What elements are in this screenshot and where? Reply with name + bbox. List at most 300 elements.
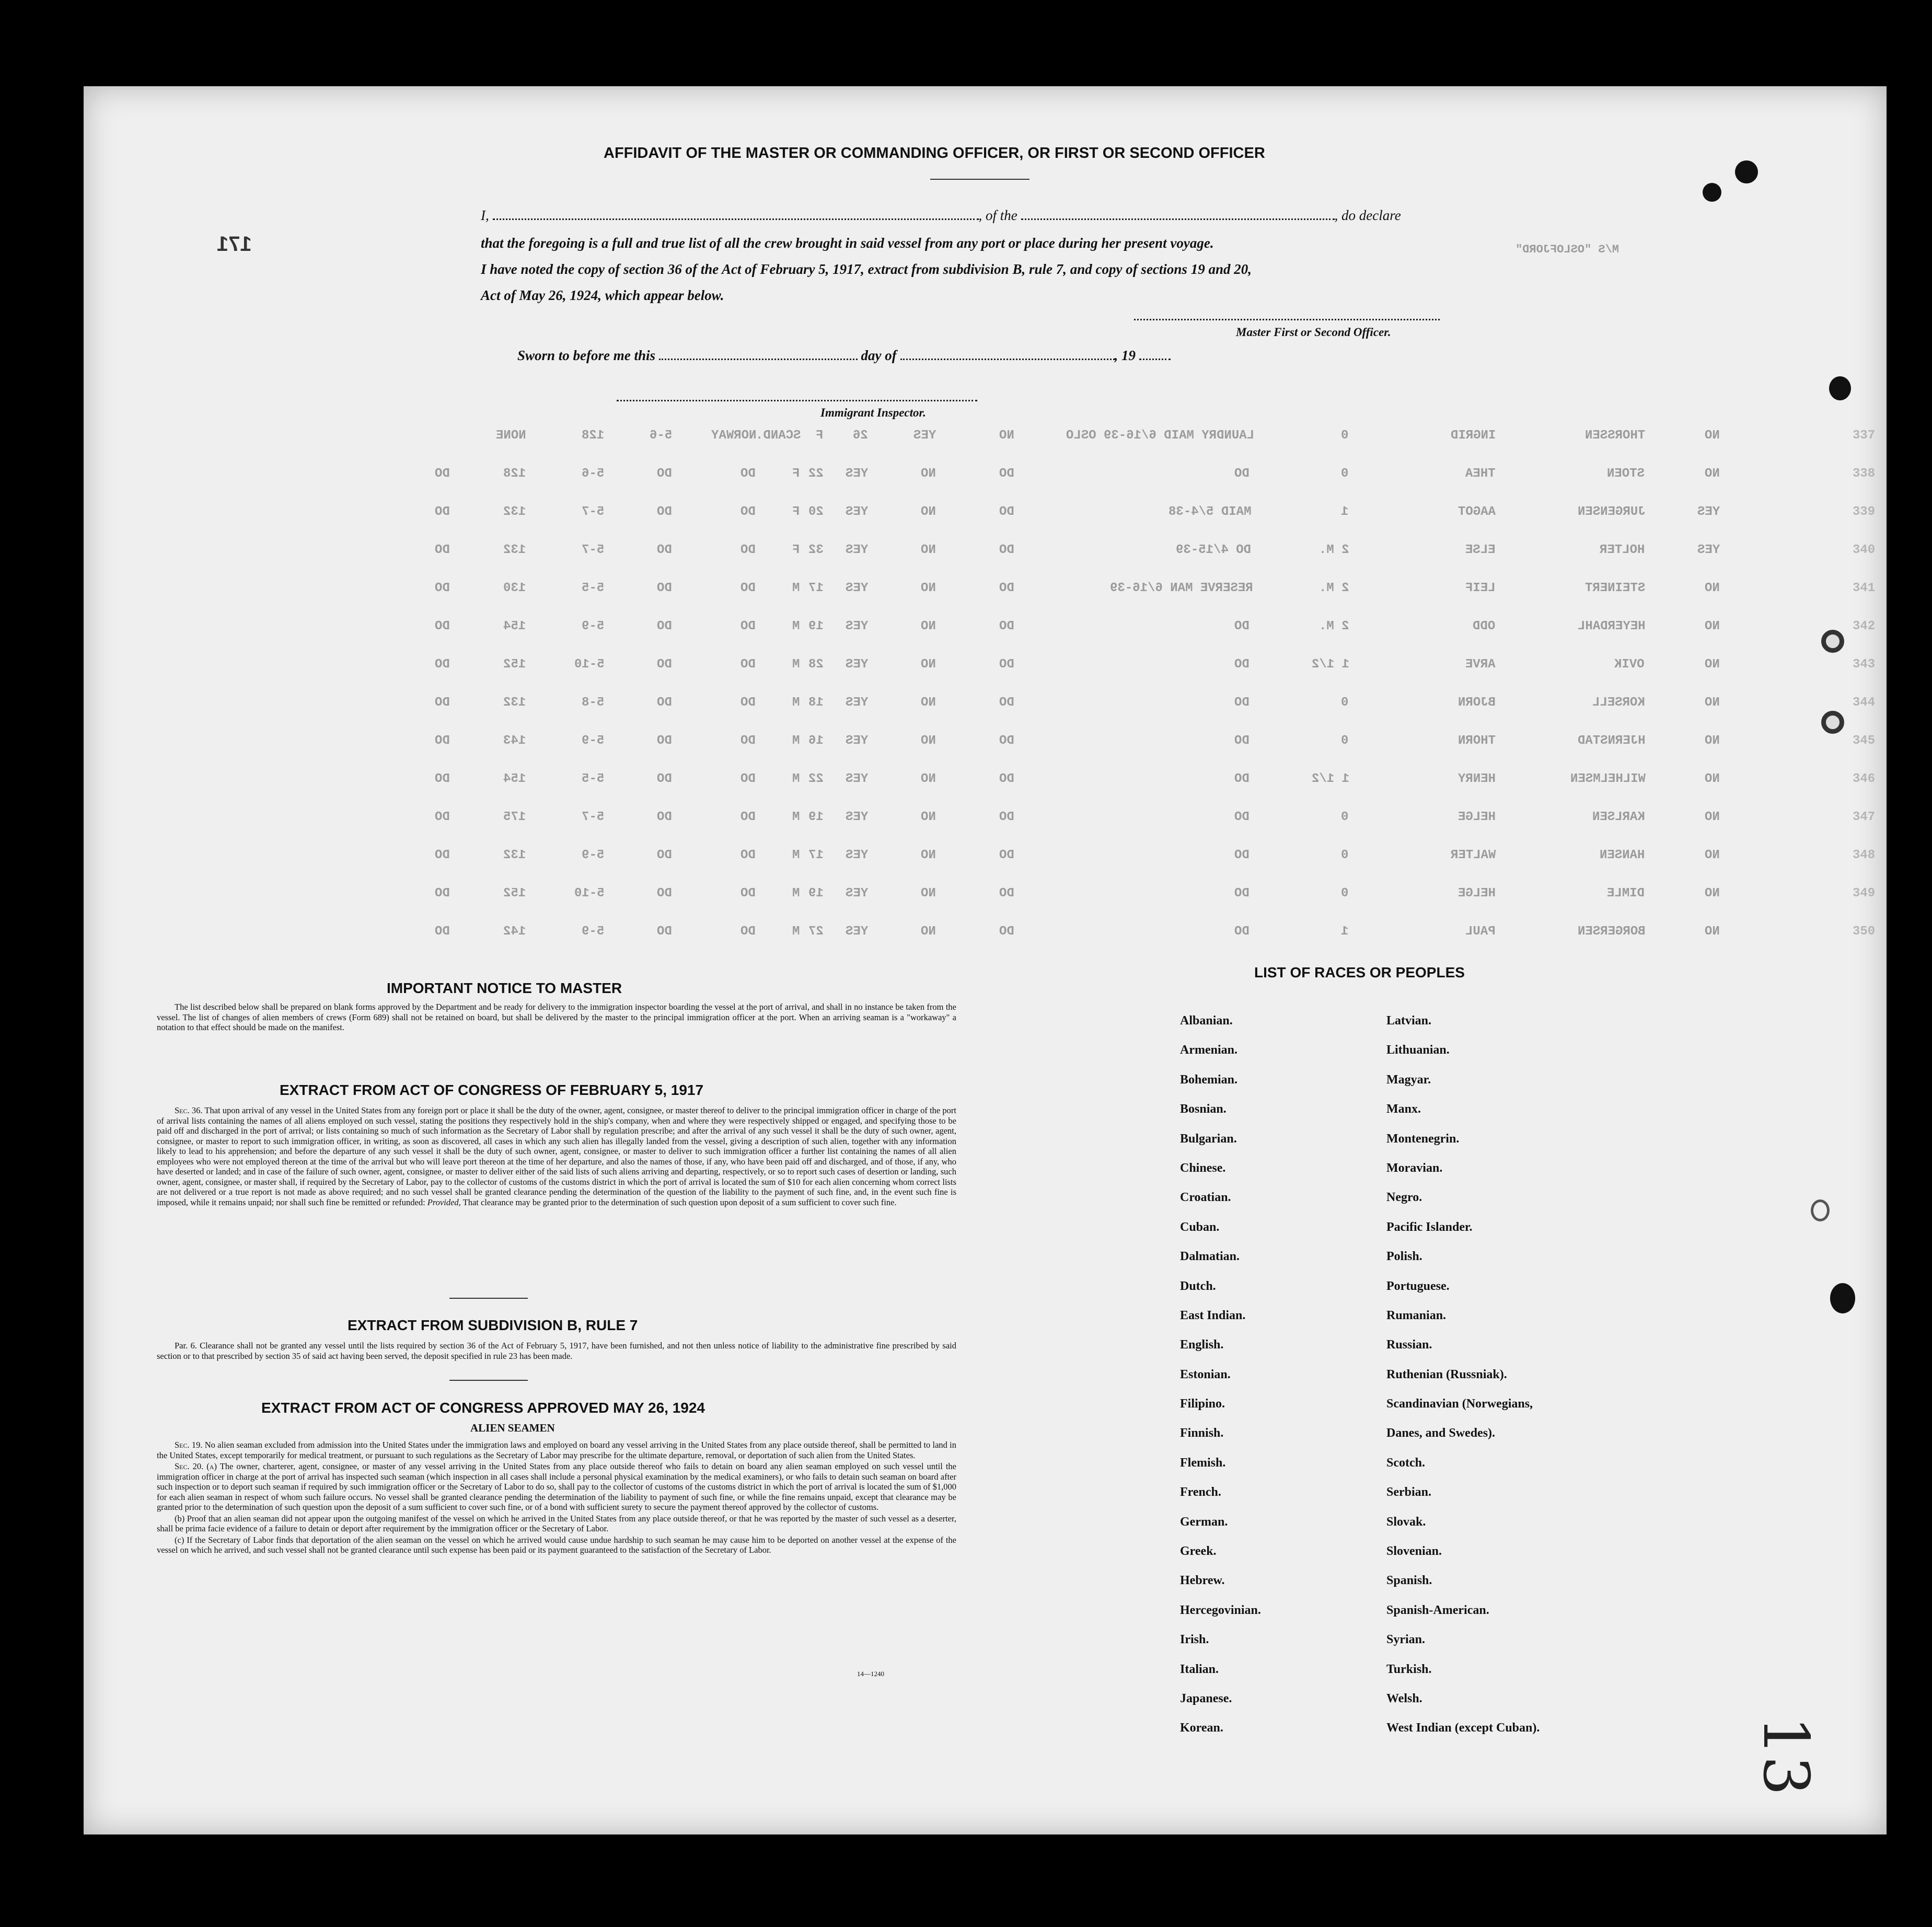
bleed-cell: DO: [1234, 886, 1250, 901]
bleed-cell: DO: [435, 772, 450, 786]
race-item: Latvian.: [1386, 1014, 1432, 1028]
bleed-cell: HELGE: [1458, 810, 1496, 824]
punch-hole: [1830, 1283, 1855, 1313]
bleed-cell: F: [792, 543, 800, 557]
bleed-cell: 22: [808, 467, 824, 481]
bleed-cell: YES: [846, 543, 869, 557]
bleed-cell: YES: [846, 810, 869, 824]
bleed-cell: DO: [657, 467, 672, 481]
bleed-cell: NO: [1705, 467, 1720, 481]
race-item: Greek.: [1180, 1544, 1217, 1559]
extract-rule7-text: [157, 1341, 956, 1362]
affidavit-line-3: I have noted the copy of section 36 of the Act of February 5, 1917, extract from subdivision B, rule 7, and copy of sections 19 and 20,: [481, 261, 1252, 277]
race-item: Danes, and Swedes).: [1386, 1426, 1496, 1440]
bleed-cell: 19: [808, 886, 824, 901]
bleed-cell: HEYERDAHL: [1578, 619, 1646, 633]
bleed-cell: M: [792, 925, 800, 939]
bleed-cell: F: [816, 429, 824, 443]
bleed-cell: F: [792, 505, 800, 519]
bleed-cell: M: [792, 696, 800, 710]
bleed-cell: 0: [1341, 429, 1349, 443]
bleed-cell: 5-5: [582, 581, 605, 595]
race-item: Bosnian.: [1180, 1102, 1227, 1116]
bleed-cell: 0: [1341, 810, 1349, 824]
document-sheet: [84, 86, 1887, 1834]
sec36-label: Sec. 36.: [175, 1105, 203, 1115]
bleed-cell: 19: [808, 810, 824, 824]
race-item: Slovenian.: [1386, 1544, 1442, 1559]
sworn-label: Sworn to before me this: [517, 348, 656, 363]
affidavit-declaration-line: [481, 207, 1401, 224]
bleed-cell: M: [792, 886, 800, 901]
bleed-cell: 1 1/2: [1312, 772, 1350, 786]
race-item: West Indian (except Cuban).: [1386, 1721, 1540, 1735]
bleed-cell: 152: [503, 657, 526, 672]
race-item: Negro.: [1386, 1191, 1422, 1205]
bleed-cell: YES: [846, 581, 869, 595]
bleed-cell: DO: [435, 696, 450, 710]
bleed-cell: 19: [808, 619, 824, 633]
bleed-cell: ARVE: [1465, 657, 1496, 672]
race-item: Pacific Islander.: [1386, 1220, 1473, 1234]
bleed-cell: DO 4/15-39: [1176, 543, 1252, 557]
bleed-cell: DO: [741, 505, 756, 519]
bleed-cell: DO: [999, 886, 1014, 901]
bleed-cell: STOEN: [1607, 467, 1645, 481]
bleed-cell: NO: [921, 619, 936, 633]
bleed-cell: 5-6: [582, 467, 605, 481]
bleed-cell: DO: [657, 657, 672, 672]
bleed-cell: DO: [435, 886, 450, 901]
bleed-cell: DO: [435, 848, 450, 862]
bleed-cell: DO: [657, 886, 672, 901]
notice-text: [157, 1002, 956, 1034]
race-item: Turkish.: [1386, 1662, 1432, 1676]
bleed-cell: 18: [808, 696, 824, 710]
bleed-cell: JURGENSEN: [1578, 505, 1646, 519]
master-signature-blank[interactable]: [1134, 319, 1440, 320]
bleed-cell: DO: [435, 505, 450, 519]
bleed-cell: 5-9: [582, 848, 605, 862]
bleed-cell: 346: [1853, 772, 1876, 786]
bleed-cell: DO: [741, 619, 756, 633]
bleed-cell: 5-10: [574, 886, 605, 901]
bleed-cell: DO: [657, 505, 672, 519]
bleed-vessel-name: M/S "OSLOFJORD": [1515, 243, 1619, 256]
bleed-cell: DO: [657, 543, 672, 557]
bleed-cell: DO: [1234, 467, 1250, 481]
race-item: Manx.: [1386, 1102, 1421, 1116]
affidavit-title-rule: [930, 179, 1029, 180]
bleed-cell: YES: [846, 848, 869, 862]
vessel-blank[interactable]: [1021, 218, 1335, 220]
bleed-cell: M: [792, 581, 800, 595]
declaration-do-declare: , do declare: [1334, 207, 1401, 223]
race-item: Spanish-American.: [1386, 1603, 1489, 1617]
race-item: Bulgarian.: [1180, 1132, 1237, 1146]
bleed-cell: M: [792, 772, 800, 786]
bleed-cell: 2 M.: [1319, 581, 1349, 595]
inspector-signature-label: Immigrant Inspector.: [820, 406, 926, 419]
bleed-cell: DO: [741, 696, 756, 710]
race-item: Hercegovinian.: [1180, 1603, 1261, 1617]
handwritten-corner-mark: 13: [1749, 1716, 1822, 1796]
bleed-cell: DO: [657, 772, 672, 786]
bleed-cell: 27: [808, 925, 824, 939]
bleed-cell: DO: [999, 505, 1014, 519]
bleed-cell: 5-7: [582, 810, 605, 824]
bleed-cell: YES: [846, 696, 869, 710]
declaration-of-the: , of the: [978, 207, 1017, 223]
bleed-cell: 28: [808, 657, 824, 672]
sworn-year-blank[interactable]: [1139, 359, 1171, 360]
bleed-cell: 1 1/2: [1312, 657, 1350, 672]
bleed-cell: 337: [1853, 429, 1876, 443]
bleed-cell: DO: [741, 886, 756, 901]
race-item: Albanian.: [1180, 1014, 1233, 1028]
bleed-cell: DO: [741, 657, 756, 672]
notice-title: IMPORTANT NOTICE TO MASTER: [387, 980, 622, 996]
bleed-cell: DIMLE: [1607, 886, 1645, 901]
bleed-cell: KORSELL: [1592, 696, 1645, 710]
bleed-cell: 5-7: [582, 543, 605, 557]
bleed-cell: NO: [1705, 772, 1720, 786]
bleed-cell: 5-5: [582, 772, 605, 786]
bleed-cell: KARLSEN: [1592, 810, 1645, 824]
bleed-cell: DO: [999, 925, 1014, 939]
bleed-cell: NO: [921, 467, 936, 481]
race-item: Chinese.: [1180, 1161, 1226, 1175]
bleed-cell: 128: [503, 467, 526, 481]
bleed-cell: YES: [846, 657, 869, 672]
race-item: French.: [1180, 1485, 1221, 1499]
race-item: Irish.: [1180, 1633, 1209, 1647]
bleed-cell: NO: [921, 657, 936, 672]
bleed-cell: LAUNDRY MAID 6/16-39 OSLO: [1066, 429, 1255, 443]
bleed-cell: 0: [1341, 886, 1349, 901]
punch-hole: [1821, 711, 1844, 734]
bleed-cell: DO: [741, 581, 756, 595]
bleed-cell: DO: [657, 734, 672, 748]
bleed-cell: NO: [1705, 581, 1720, 595]
bleed-cell: YES: [913, 429, 936, 443]
bleed-cell: M: [792, 848, 800, 862]
bleed-cell: 5-9: [582, 925, 605, 939]
sec20c-text: If the Secretary of Labor finds that deportation of the alien seaman on the vessel on which he arrived would cause undue hardship to such seaman he may cause him to be deported on another vessel at the expense of the vessel on which he arrived, and such vessel shall not be granted clearance until such expense has been paid or its payment guaranteed to the satisfaction of the Secretary of Labor.: [157, 1534, 956, 1555]
bleed-cell: BJORN: [1458, 696, 1496, 710]
affidavit-title: AFFIDAVIT OF THE MASTER OR COMMANDING OFFICER, OR FIRST OR SECOND OFFICER: [604, 145, 1265, 161]
bleed-cell: DO: [435, 734, 450, 748]
punch-hole: [1829, 376, 1851, 400]
race-item: Armenian.: [1180, 1043, 1237, 1057]
bleed-cell: NO: [921, 886, 936, 901]
bleed-cell: NORWAY: [711, 429, 757, 443]
affidavit-line-2: that the foregoing is a full and true list of all the crew brought in said vessel from any port or place during her present voyage.: [481, 235, 1214, 251]
bleed-cell: 2 M.: [1319, 619, 1349, 633]
races-title: LIST OF RACES OR PEOPLES: [1254, 964, 1465, 980]
bleed-cell: 349: [1853, 886, 1876, 901]
bleed-cell: NO: [921, 772, 936, 786]
bleed-cell: 0: [1341, 848, 1349, 862]
bleed-cell: DO: [1234, 848, 1250, 862]
race-item: Cuban.: [1180, 1220, 1220, 1234]
bleed-cell: THORN: [1458, 734, 1496, 748]
bleed-cell: 343: [1853, 657, 1876, 672]
bleed-cell: 142: [503, 925, 526, 939]
bleed-cell: DO: [999, 619, 1014, 633]
bleed-cell: DO: [741, 772, 756, 786]
bleed-cell: NO: [921, 581, 936, 595]
race-item: German.: [1180, 1515, 1228, 1529]
race-item: Estonian.: [1180, 1367, 1231, 1381]
race-item: Japanese.: [1180, 1691, 1232, 1705]
bleed-cell: HELGE: [1458, 886, 1496, 901]
bleed-cell: YES: [846, 886, 869, 901]
bleed-cell: 5-10: [574, 657, 605, 672]
sec20a-text: The owner, charterer, agent, consignee, or master of any vessel arriving in the United States from any place outside thereof who fails to detain on board any alien seaman employed on such vessel until the immigration officer in charge at the port of arrival has inspected such seaman (which inspection in all cases shall include a personal physical examination by the medical examiners), or who fails to detain such seaman on board after such inspection or to deport such seaman if required by such immigration officer or the Secretary of Labor to do so, shall pay to the collector of customs of the customs district in which the port of arrival is located the sum of $1,000 for each alien seaman in respect of whom such failure occurs. No vessel shall be granted clearance pending the determination of the liability to payment of such fine, or while the fine remains unpaid, except that clearance may be granted prior to the determination of such question upon the deposit of a sum sufficient to cover such fine, or of a bond with sufficient surety to secure the payment thereof approved by the collector of customs.: [157, 1461, 957, 1512]
bleed-cell: DO: [999, 696, 1014, 710]
race-item: Scandinavian (Norwegians,: [1386, 1397, 1533, 1411]
bleed-cell: ODD: [1473, 619, 1496, 633]
bleed-cell: 341: [1853, 581, 1876, 595]
sec20a-label: Sec. 20. (a): [175, 1461, 217, 1471]
name-blank[interactable]: [493, 218, 979, 220]
bleed-cell: HOLTER: [1600, 543, 1645, 557]
bleed-cell: 5-8: [582, 696, 605, 710]
handwritten-page-number: 171: [217, 233, 252, 256]
punch-hole: [1703, 183, 1721, 202]
bleed-cell: 143: [503, 734, 526, 748]
notice-paragraph: The list described below shall be prepared on blank forms approved by the Department and be ready for delivery to the immigration inspector boarding the vessel at the port of arrival, and shall in no instance be taken from the vessel. The list of changes of alien members of crews (Form 689) shall not be retained on board, but shall be delivered by the master to the principal immigration officer at the port. When an arriving seaman is a "workaway" a notation to that effect should be made on the manifest.: [157, 1002, 956, 1032]
bleed-cell: 154: [503, 619, 526, 633]
bleed-cell: DO: [435, 810, 450, 824]
bleed-cell: NO: [921, 543, 936, 557]
bleed-cell: NONE: [496, 429, 526, 443]
bleed-cell: 1: [1341, 505, 1349, 519]
bleed-cell: DO: [657, 810, 672, 824]
bleed-cell: 175: [503, 810, 526, 824]
bleed-cell: NO: [1705, 925, 1720, 939]
sworn-line: [517, 348, 1171, 364]
bleed-cell: AAGOT: [1458, 505, 1496, 519]
race-item: Slovak.: [1386, 1515, 1426, 1529]
bleed-cell: YES: [1697, 543, 1720, 557]
sec19-text: No alien seaman excluded from admission into the United States under the immigration laws and employed on board any vessel arriving in the United States from any place outside thereof, shall be permitted to land in the United States, except temporarily for medical treatment, or pursuant to such regulations as the Secretary of Labor may prescribe for the ultimate departure, removal, or deportation of such alien from the United States.: [157, 1440, 957, 1460]
bleed-cell: 0: [1341, 734, 1349, 748]
bleed-cell: DO: [741, 810, 756, 824]
bleed-cell: 128: [582, 429, 605, 443]
race-item: Filipino.: [1180, 1397, 1225, 1411]
bleed-cell: 152: [503, 886, 526, 901]
bleed-cell: 0: [1341, 467, 1349, 481]
bleed-cell: 132: [503, 848, 526, 862]
race-item: Serbian.: [1386, 1485, 1432, 1499]
bleed-cell: 132: [503, 505, 526, 519]
bleed-cell: 342: [1853, 619, 1876, 633]
bleed-cell: 132: [503, 696, 526, 710]
bleed-cell: 345: [1853, 734, 1876, 748]
bleed-cell: HENRY: [1458, 772, 1496, 786]
bleed-cell: 17: [808, 848, 824, 862]
sec20b-label: (b): [175, 1513, 185, 1524]
bleed-cell: M: [792, 810, 800, 824]
bleed-cell: DO: [435, 619, 450, 633]
bleed-cell: RESERVE MAN 6/16-39: [1110, 581, 1253, 595]
race-item: Russian.: [1386, 1338, 1432, 1352]
race-item: Welsh.: [1386, 1691, 1422, 1705]
bleed-cell: 347: [1853, 810, 1876, 824]
bleed-cell: 5-9: [582, 619, 605, 633]
race-item: Flemish.: [1180, 1456, 1226, 1470]
bleed-cell: 350: [1853, 925, 1876, 939]
bleed-cell: NO: [1705, 848, 1720, 862]
proviso-text: That clearance may be granted prior to the determination of such question upon deposit of a sum sufficient to cover such fine.: [462, 1197, 897, 1207]
bleed-cell: 338: [1853, 467, 1876, 481]
bleed-cell: NO: [1705, 429, 1720, 443]
race-item: East Indian.: [1180, 1308, 1246, 1322]
bleed-cell: DO: [999, 772, 1014, 786]
race-item: Rumanian.: [1386, 1308, 1447, 1322]
bleed-cell: DO: [741, 543, 756, 557]
bleed-cell: SCAND.: [756, 429, 801, 443]
extract-1924-title: EXTRACT FROM ACT OF CONGRESS APPROVED MAY 26, 1924: [261, 1400, 705, 1416]
bleed-cell: YES: [846, 505, 869, 519]
bleed-cell: DO: [999, 657, 1014, 672]
bleed-cell: 5-6: [650, 429, 673, 443]
master-signature-label: Master First or Second Officer.: [1236, 326, 1391, 339]
bleed-cell: DO: [1234, 696, 1250, 710]
bleed-cell: 1: [1341, 925, 1349, 939]
bleed-cell: DO: [1234, 925, 1250, 939]
bleed-cell: 22: [808, 772, 824, 786]
race-item: Croatian.: [1180, 1191, 1231, 1205]
extract-1924-text: [157, 1440, 956, 1556]
race-item: Lithuanian.: [1386, 1043, 1450, 1057]
sec20c-label: (c): [175, 1534, 184, 1545]
bleed-cell: LEIF: [1465, 581, 1496, 595]
sworn-month-blank[interactable]: [900, 359, 1115, 360]
punch-hole: [1811, 1199, 1830, 1221]
bleed-cell: DO: [1234, 657, 1250, 672]
bleed-cell: NO: [921, 810, 936, 824]
bleed-cell: M: [792, 657, 800, 672]
bleed-cell: 16: [808, 734, 824, 748]
bleed-cell: NO: [921, 734, 936, 748]
sec20b-text: Proof that an alien seaman did not appear upon the outgoing manifest of the vessel on which he arrived in the United States from any place outside thereof, or that he was reported by the master of such vessel as a deserter, shall be prima facie evidence of a failure to detain or deport after requirement by the immigration officer or the Secretary of Labor.: [157, 1513, 957, 1533]
sworn-day-blank[interactable]: [659, 359, 858, 360]
bleed-cell: STEINERT: [1585, 581, 1646, 595]
race-item: Montenegrin.: [1386, 1132, 1460, 1146]
bleed-cell: DO: [741, 848, 756, 862]
bleed-cell: M: [792, 734, 800, 748]
bleed-cell: INGRID: [1451, 429, 1496, 443]
bleed-cell: NO: [1705, 619, 1720, 633]
bleed-cell: OVIK: [1614, 657, 1645, 672]
proviso-label: Provided,: [427, 1197, 461, 1207]
bleed-cell: 17: [808, 581, 824, 595]
bleed-cell: HANSEN: [1600, 848, 1645, 862]
bleed-cell: DO: [435, 925, 450, 939]
bleed-cell: HJERNSTAD: [1578, 734, 1646, 748]
bleed-cell: YES: [846, 467, 869, 481]
bleed-cell: YES: [846, 734, 869, 748]
inspector-signature-blank[interactable]: [617, 400, 977, 401]
bleed-cell: NO: [1705, 734, 1720, 748]
bleed-cell: DO: [435, 467, 450, 481]
bleed-cell: DO: [999, 848, 1014, 862]
bleed-cell: DO: [657, 925, 672, 939]
bleed-cell: 5-7: [582, 505, 605, 519]
bleed-cell: 154: [503, 772, 526, 786]
bleed-cell: 130: [503, 581, 526, 595]
bleed-cell: 344: [1853, 696, 1876, 710]
bleed-cell: DO: [657, 581, 672, 595]
bleed-cell: 340: [1853, 543, 1876, 557]
bleed-cell: 2 M.: [1319, 543, 1349, 557]
punch-hole: [1821, 630, 1844, 653]
bleed-cell: DO: [657, 696, 672, 710]
race-item: Magyar.: [1386, 1072, 1431, 1087]
race-item: Portuguese.: [1386, 1279, 1450, 1293]
race-item: Moravian.: [1386, 1161, 1443, 1175]
bleed-cell: F: [792, 467, 800, 481]
bleed-cell: 0: [1341, 696, 1349, 710]
extract-1924-subtitle: ALIEN SEAMEN: [470, 1422, 555, 1434]
bleed-cell: DO: [741, 734, 756, 748]
bleed-cell: DO: [435, 543, 450, 557]
bleed-cell: THORSSEN: [1585, 429, 1646, 443]
race-item: Syrian.: [1386, 1633, 1426, 1647]
bleed-cell: DO: [999, 734, 1014, 748]
bleed-cell: WILHELMSEN: [1570, 772, 1646, 786]
bleed-cell: DO: [1234, 772, 1250, 786]
bleed-cell: DO: [999, 467, 1014, 481]
race-item: Hebrew.: [1180, 1574, 1225, 1588]
race-item: Dutch.: [1180, 1279, 1216, 1293]
sec36-text: That upon arrival of any vessel in the United States from any foreign port or place it shall be the duty of the owner, agent, consignee, or master thereof to deliver to the principal immigration officer in charge of the port of arrival lists containing the names of all aliens employed on such vessel, stating the positions they respectively hold in the ship's company, when and where they were respectively shipped or engaged, and specifying those to be paid off and discharged in the port of arrival; or lists containing so much of such information as the Secretary of Labor shall by regulation prescribe; and after the arrival of any such vessel it shall be the duty of such owner, agent, consignee, or master to report to such immigration officer, in writing, as soon as discovered, all cases in which any such alien has illegally landed from the vessel, giving a description of such alien, together with any information likely to lead to his apprehension; and before the departure of any such vessel it shall be the duty of such owner, agent, consignee, or master to deliver to such immigration officer a further list containing the names of all alien employees who were not employed thereon at the time of the arrival but who will leave port thereon at the time of her departure, and also the names of those, if any, who have been paid off and discharged, and of those, if any, who have deserted or landed; and in case of the failure of such owner, agent, consignee, or master to deliver either of the said lists of such aliens arriving and departing, respectively, or so to report such cases of desertion or landing, such owner, agent, consignee, or master shall, if required by the Secretary of Labor, pay to the collector of customs of the customs district in which the port of arrival is located the sum of $10 for each alien concerning whom correct lists are not delivered or a true report is not made as above required; and no such vessel shall be granted clearance pending the determination of the question of the liability to the payment of such fine, and, in the event such fine is imposed, while it remains unpaid; nor shall such fine be remitted or refunded:: [157, 1105, 957, 1207]
races-left-column: [1180, 1006, 1261, 1743]
bleed-cell: DO: [741, 467, 756, 481]
bleed-cell: PAUL: [1465, 925, 1496, 939]
race-item: English.: [1180, 1338, 1224, 1352]
bleed-cell: BORGERSEN: [1578, 925, 1646, 939]
bleed-cell: 20: [808, 505, 824, 519]
bleed-cell: DO: [999, 543, 1014, 557]
race-item: Italian.: [1180, 1662, 1219, 1676]
bleed-cell: DO: [1234, 734, 1250, 748]
bleed-cell: 5-9: [582, 734, 605, 748]
sworn-day-of: day of: [861, 348, 897, 363]
race-item: Scotch.: [1386, 1456, 1425, 1470]
race-item: Bohemian.: [1180, 1072, 1238, 1087]
bleed-cell: NO: [1705, 696, 1720, 710]
bleed-cell: DO: [657, 619, 672, 633]
affidavit-line-4: Act of May 26, 1924, which appear below.: [481, 287, 724, 303]
bleed-cell: 339: [1853, 505, 1876, 519]
bleed-cell: ELSE: [1465, 543, 1496, 557]
bleed-cell: YES: [846, 925, 869, 939]
bleed-cell: DO: [1234, 810, 1250, 824]
extract-rule7-title: EXTRACT FROM SUBDIVISION B, RULE 7: [348, 1317, 638, 1333]
bleed-cell: DO: [435, 581, 450, 595]
bleed-cell: NO: [921, 925, 936, 939]
bleed-cell: YES: [846, 619, 869, 633]
race-item: Finnish.: [1180, 1426, 1224, 1440]
races-right-column: [1386, 1006, 1540, 1743]
bleed-cell: DO: [657, 848, 672, 862]
bleed-cell: 348: [1853, 848, 1876, 862]
bleed-cell: NO: [921, 505, 936, 519]
